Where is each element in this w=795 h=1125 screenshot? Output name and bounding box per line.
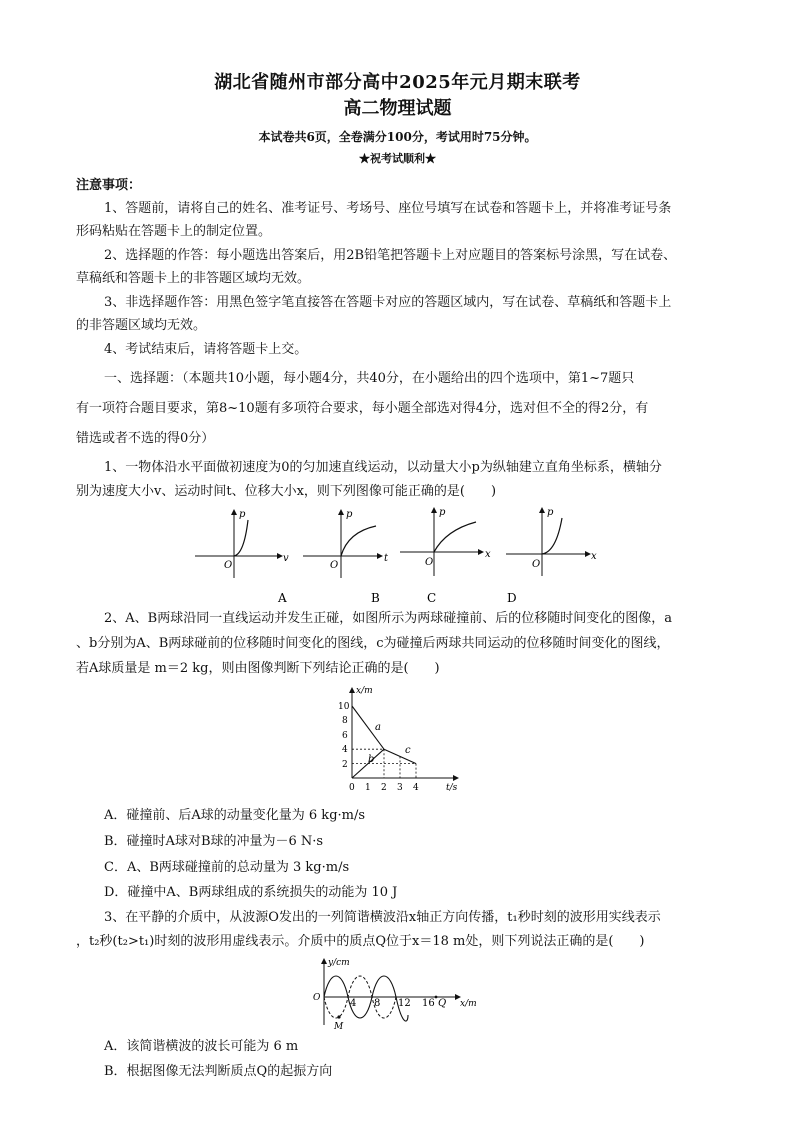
exam-title: 湖北省随州市部分高中2025年元月期末联考 (214, 72, 581, 93)
q3-line-1: 3、在平静的介质中，从波源O发出的一列简谐横波沿x轴正方向传播，t₁秒时刻的波形用实线表示 (104, 910, 661, 925)
q2-ytick-10: 10 (338, 702, 350, 712)
q3-point-m: M (334, 1022, 344, 1030)
q2-line-3: 若A球质量是 m＝2 kg，则由图像判断下列结论正确的是( ) (76, 661, 440, 676)
q2-line-2: 、b分别为A、B两球碰前的位移随时间变化的图线，c为碰撞后两球共同运动的位移随时间变化的图线， (76, 636, 670, 651)
q2-ytick-6: 6 (342, 731, 348, 741)
q3-graph (310, 955, 485, 1030)
q1a-y-label: p (239, 509, 246, 520)
q2-ytick-8: 8 (342, 716, 348, 726)
q1c-y-label: p (439, 507, 446, 518)
q1d-origin: O (532, 559, 541, 570)
q3-option-b: B．根据图像无法判断质点Q的起振方向 (104, 1064, 333, 1079)
q2-xtick-3: 3 (397, 783, 403, 793)
q1-graph-d (506, 507, 597, 605)
q2-line-label-b: b (368, 754, 375, 765)
q2-ytick-2: 2 (342, 760, 348, 770)
q2-option-c: C．A、B两球碰撞前的总动量为 3 kg·m/s (104, 860, 350, 875)
q1a-x-label: v (283, 553, 289, 564)
q1d-x-label: x (591, 551, 597, 562)
q1a-origin: O (224, 560, 233, 571)
section1-line-3: 错选或者不选的得0分） (76, 431, 215, 446)
q2-graph (330, 682, 470, 796)
q1b-y-label: p (346, 509, 353, 520)
q3-x-axis-label: x/m (460, 999, 477, 1009)
q3-xtick-16: 16 (422, 998, 435, 1009)
q1-graph-c (400, 507, 491, 605)
exam-subtitle: 高二物理试题 (343, 98, 452, 119)
exam-blessing: ★祝考试顺利★ (359, 152, 436, 165)
q3-origin: O (313, 993, 321, 1003)
q1d-y-label: p (547, 507, 554, 518)
q3-option-a: A．该简谐横波的波长可能为 6 m (104, 1039, 299, 1054)
notes-heading: 注意事项： (76, 178, 142, 193)
q2-option-d: D．碰撞中A、B两球组成的系统损失的动能为 10 J (104, 885, 398, 900)
q2-xtick-2: 2 (381, 783, 387, 793)
q2-option-b: B．碰撞时A球对B球的冲量为－6 N·s (104, 834, 324, 849)
q1a-option-label: A (278, 591, 287, 605)
exam-info: 本试卷共6页，全卷满分100分，考试用时75分钟。 (258, 130, 537, 144)
note-3-line-1: 3、非选择题作答：用黑色签字笔直接答在答题卡对应的答题区域内，写在试卷、草稿纸和答题卡上 (104, 295, 672, 310)
q1c-x-label: x (485, 549, 491, 560)
q3-y-axis-label: y/cm (328, 958, 350, 968)
q1-line-2: 别为速度大小v、运动时间t、位移大小x，则下列图像可能正确的是( ) (76, 484, 497, 499)
note-3-line-2: 的非答题区域均无效。 (76, 318, 207, 333)
section1-line-1: 一、选择题：（本题共10小题，每小题4分，共40分，在小题给出的四个选项中，第1~7题只 (104, 371, 635, 386)
q2-origin: 0 (349, 783, 355, 793)
q2-line-label-a: a (375, 722, 381, 733)
q2-ytick-4: 4 (342, 745, 348, 755)
q1d-option-label: D (507, 591, 517, 605)
q2-x-axis-label: t/s (446, 783, 458, 793)
q2-y-axis-label: x/m (356, 686, 373, 696)
q3-point-q: Q (438, 998, 447, 1009)
q2-line-label-c: c (405, 745, 411, 756)
q3-xtick-8: 8 (374, 998, 381, 1009)
note-1-line-1: 1、答题前，请将自己的姓名、准考证号、考场号、座位号填写在试卷和答题卡上，并将准考证号条 (104, 201, 672, 216)
q1b-x-label: t (384, 553, 389, 564)
q1-graphs (190, 502, 610, 606)
q1-graph-a (195, 509, 289, 605)
q2-line-1: 2、A、B两球沿同一直线运动并发生正碰，如图所示为两球碰撞前、后的位移随时间变化的图像，a (104, 611, 672, 626)
section1-line-2: 有一项符合题目要求，第8~10题有多项符合要求，每小题全部选对得4分，选对但不全的得2分，有 (76, 401, 649, 416)
q3-xtick-12: 12 (398, 998, 411, 1009)
note-2-line-2: 草稿纸和答题卡上的非答题区域均无效。 (76, 271, 311, 286)
q3-xtick-4: 4 (350, 998, 357, 1009)
q2-xtick-1: 1 (365, 783, 371, 793)
q1b-option-label: B (371, 591, 380, 605)
q3-line-2: ，t₂秒(t₂>t₁)时刻的波形用虚线表示。介质中的质点Q位于x＝18 m处，则下列说法正确的是( ) (76, 934, 645, 949)
note-1-line-2: 形码粘贴在答题卡上的制定位置。 (76, 224, 272, 239)
q1b-origin: O (330, 560, 339, 571)
q1c-origin: O (425, 557, 434, 568)
note-2-line-1: 2、选择题的作答：每小题选出答案后，用2B铅笔把答题卡上对应题目的答案标号涂黑，写在试卷、 (104, 248, 677, 263)
q2-option-a: A．碰撞前、后A球的动量变化量为 6 kg·m/s (104, 808, 366, 823)
q2-xtick-4: 4 (413, 783, 419, 793)
q1-line-1: 1、一物体沿水平面做初速度为0的匀加速直线运动，以动量大小p为纵轴建立直角坐标系，横轴分 (104, 460, 662, 475)
note-4: 4、考试结束后，请将答题卡上交。 (104, 342, 308, 357)
q1-graph-b (303, 509, 389, 605)
q1c-option-label: C (427, 591, 437, 605)
